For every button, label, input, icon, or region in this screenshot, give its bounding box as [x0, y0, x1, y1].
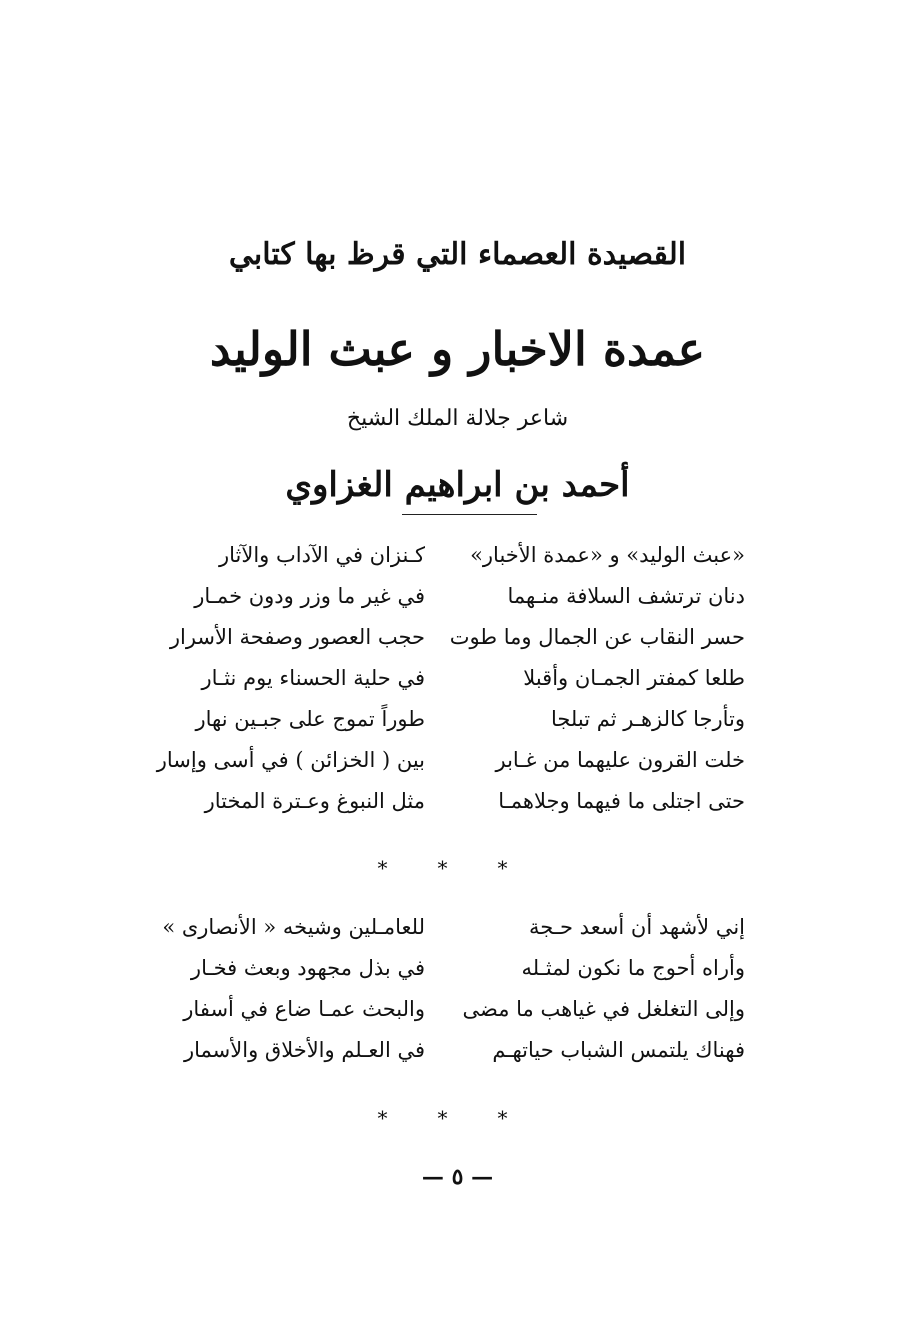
second-hemistich: بين ( الخزائن ) في أسى وإسار [156, 748, 425, 772]
verse-line [130, 1035, 745, 1076]
first-hemistich: فهناك يلتمس الشباب حياتهـم [492, 1038, 745, 1062]
verse-line [130, 953, 745, 994]
first-hemistich: دنان ترتشف السلافة منـهما [507, 584, 745, 608]
verse-line [130, 663, 745, 704]
second-hemistich: في غير ما وزر ودون خمـار [194, 584, 425, 608]
author-role: شاعر جلالة الملك الشيخ [346, 406, 569, 431]
first-hemistich: وأراه أحوج ما نكون لمثـله [521, 956, 745, 980]
first-hemistich: «عبث الوليد» و «عمدة الأخبار» [470, 543, 745, 567]
verse-line [130, 745, 745, 786]
second-hemistich: للعامـلين وشيخه « الأنصارى » [162, 915, 425, 939]
first-hemistich: حسر النقاب عن الجمال وما طوت [449, 625, 745, 649]
first-hemistich: وإلى التغلغل في غياهب ما مضى [462, 997, 745, 1021]
first-hemistich: وتأرجا كالزهـر ثم تبلجا [550, 707, 745, 731]
second-hemistich: والبحث عمـا ضاع في أسفار [183, 997, 425, 1021]
asterisk-icon: * [437, 1106, 478, 1130]
poem-stanza-1 [130, 540, 745, 827]
first-hemistich: خلت القرون عليهما من غـابر [495, 748, 745, 772]
author-underline [402, 514, 537, 515]
asterisk-icon: * [497, 856, 538, 880]
verse-line [130, 540, 745, 581]
second-hemistich: في العـلم والأخلاق والأسمار [184, 1038, 425, 1062]
book-title: عمدة الاخبار و عبث الوليد [209, 322, 706, 376]
second-hemistich: طوراً تموج على جبـين نهار [195, 707, 425, 731]
section-divider [0, 1108, 915, 1128]
first-hemistich: إني لأشهد أن أسعد حـجة [529, 915, 745, 939]
poem-stanza-2 [130, 912, 745, 1076]
second-hemistich: في حلية الحسناء يوم نثـار [201, 666, 425, 690]
verse-line [130, 704, 745, 745]
verse-line [130, 994, 745, 1035]
second-hemistich: في بذل مجهود وبعث فخـار [190, 956, 425, 980]
first-hemistich: طلعا كمفتر الجمـان وأقبلا [523, 666, 745, 690]
asterisk-icon: * [377, 1106, 418, 1130]
second-hemistich: كـنزان في الآداب والآثار [218, 543, 425, 567]
verse-line [130, 581, 745, 622]
verse-line [130, 622, 745, 663]
author-name: أحمد بن ابراهيم الغزاوي [285, 465, 630, 505]
second-hemistich: حجب العصور وصفحة الأسرار [169, 625, 425, 649]
asterisk-icon: * [497, 1106, 538, 1130]
second-hemistich: مثل النبوغ وعـترة المختار [204, 789, 425, 813]
intro-heading: القصيدة العصماء التي قرظ بها كتابي [228, 237, 687, 272]
verse-line [130, 786, 745, 827]
verse-line [130, 912, 745, 953]
asterisk-icon: * [437, 856, 478, 880]
section-divider [0, 858, 915, 878]
first-hemistich: حتى اجتلى ما فيهما وجلاهمـا [498, 789, 745, 813]
asterisk-icon: * [377, 856, 418, 880]
page-number: — ٥ — [421, 1164, 494, 1190]
